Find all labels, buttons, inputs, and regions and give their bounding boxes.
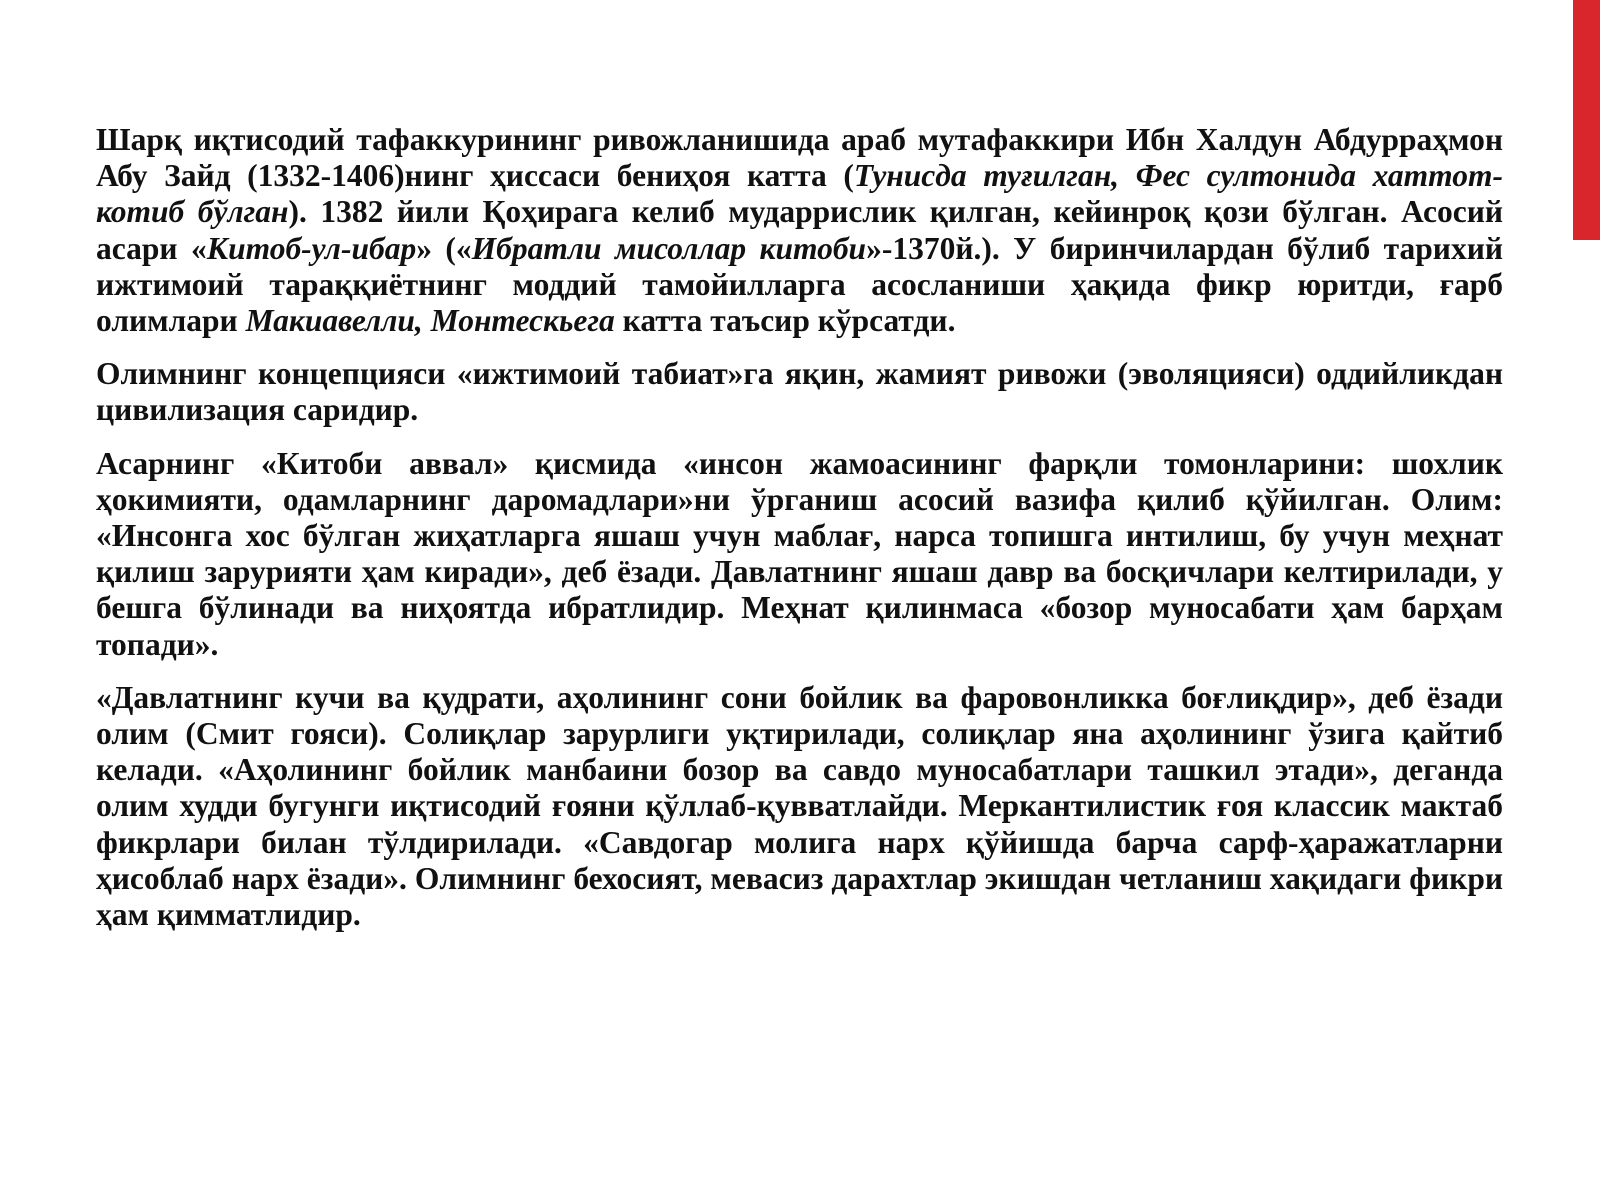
text-run: Асарнинг «Китоби аввал» қисмида «инсон жамоасининг фарқли томонларини: шохлик ҳокимияти, одамларнинг даромадлари»ни ўрганиш асосий вазифа қилиб қўйилган. Олим: «Инсонга хос бўлган жиҳатларга яшаш учун маблағ, нарса топишга интилиш, бу учун меҳнат қилиш зарурияти ҳам киради», деб ёзади. Давлатнинг яшаш давр ва босқичлари келтирилади, у бешга бўлинади ва ниҳоятда ибратлидир. Меҳнат қилинмаса «бозор муносабати ҳам барҳам топади». xyxy=(96,445,1503,662)
slide-body xyxy=(96,122,1503,950)
italic-run: Тунисда туғилган, Фес султонида хаттот-котиб бўлган xyxy=(96,158,1503,230)
italic-run: Китоб-ул-ибар xyxy=(206,230,417,266)
italic-run: Макиавелли, Монтескьега xyxy=(245,303,615,339)
text-run: катта таъсир кўрсатди. xyxy=(614,303,956,339)
text-run: Шарқ иқтисодий тафаккурининг ривожланишида араб мутафаккири Ибн Халдун Абдурраҳмон Абу Зайд (1332-1406)нинг ҳиссаси бениҳоя катта ( xyxy=(96,122,1503,194)
text-run: » (« xyxy=(416,230,472,266)
paragraph-4 xyxy=(96,680,1503,933)
accent-bar xyxy=(1573,0,1600,240)
text-run: «Давлатнинг кучи ва қудрати, аҳолининг сони бойлик ва фаровонликка боғлиқдир», деб ёзади олим (Смит гояси). Солиқлар зарурлиги уқтирилади, солиқлар яна аҳолининг ўзига қайтиб келади. «Аҳолининг бойлик манбаини бозор ва савдо муносабатлари ташкил этади», деганда олим худди бугунги иқтисодий ғояни қўллаб-қувватлайди. Меркантилистик ғоя классик мактаб фикрлари билан тўлдирилади. «Савдогар молига нарх қўйишда барча сарф-ҳаражатларни ҳисоблаб нарх ёзади». Олимнинг бехосият, мевасиз дарахтлар экишдан четланиш хақидаги фикри ҳам қимматлидир. xyxy=(96,679,1503,933)
text-run: »-1370й.). У биринчилардан бўлиб тарихий ижтимоий тараққиётнинг моддий тамойилларга асосланиши ҳақида фикр юритди, ғарб олимлари xyxy=(96,230,1503,339)
paragraph-3 xyxy=(96,446,1503,663)
italic-run: Ибратли мисоллар китоби xyxy=(471,230,867,266)
text-run: ). 1382 йили Қоҳирага келиб мударрислик қилган, кейинроқ қози бўлган. Асосий асари « xyxy=(96,194,1503,266)
text-run: Олимнинг концепцияси «ижтимоий табиат»га яқин, жамият ривожи (эволяцияси) оддийликдан цивилизация саридир. xyxy=(96,356,1503,428)
paragraph-2 xyxy=(96,356,1503,428)
paragraph-1 xyxy=(96,122,1503,339)
